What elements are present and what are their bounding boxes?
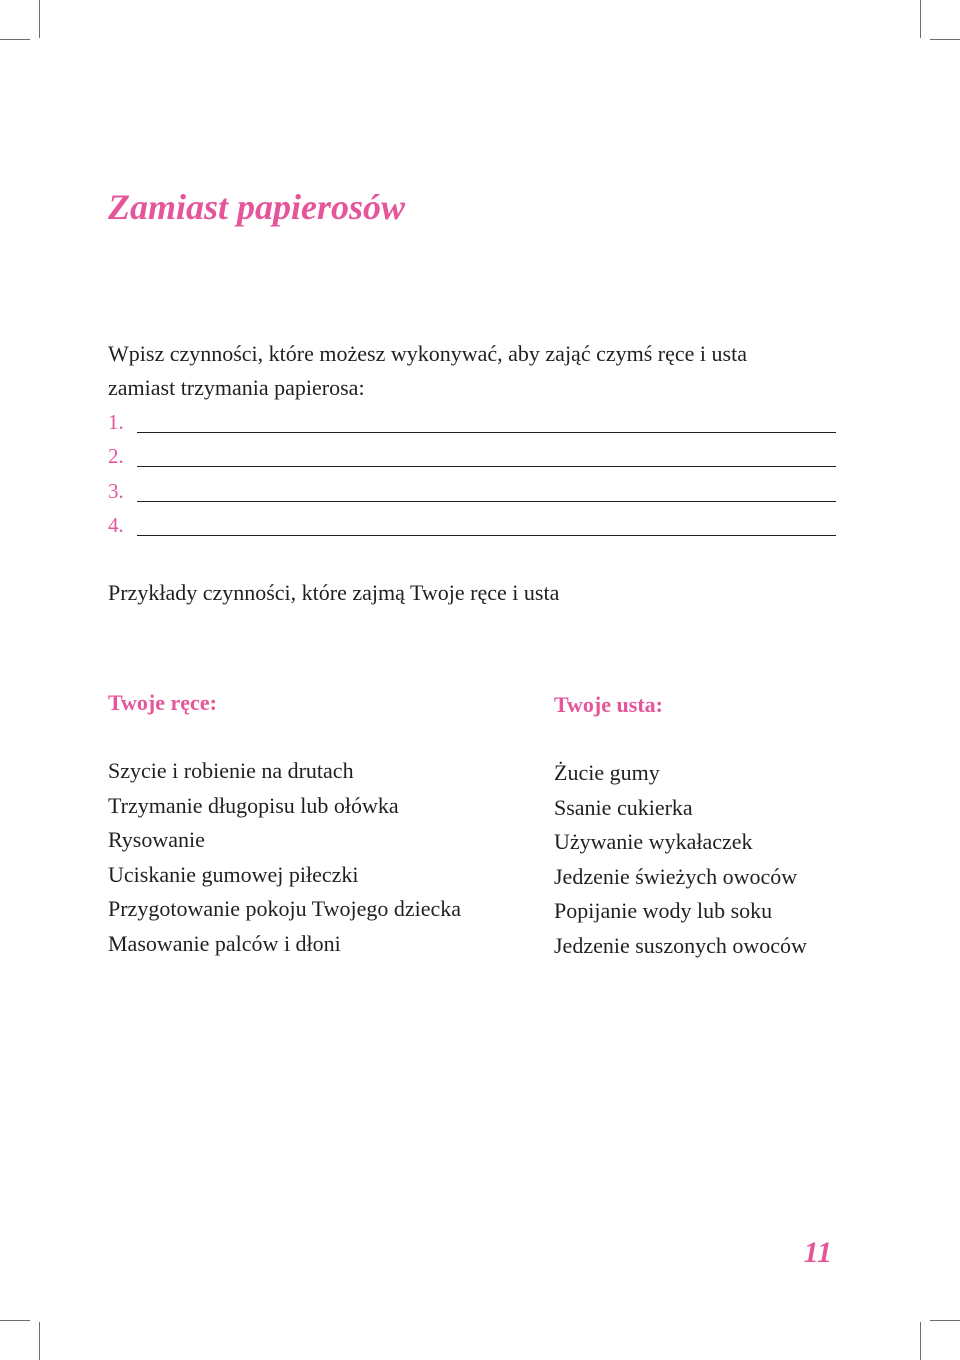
list-item: Żucie gumy	[554, 760, 660, 785]
mouth-list	[554, 756, 807, 963]
list-item: Rysowanie	[108, 827, 205, 852]
blank-answer-number: 3.	[108, 478, 124, 503]
crop-mark-top-left-horizontal	[0, 39, 30, 40]
instructions-line-2: zamiast trzymania papierosa:	[108, 375, 365, 400]
blank-answer-number: 2.	[108, 444, 124, 469]
crop-mark-top-right-horizontal	[930, 39, 960, 40]
list-item: Trzymanie długopisu lub ołówka	[108, 792, 399, 818]
blank-answer-item	[108, 405, 836, 440]
blank-answer-number: 1.	[108, 409, 124, 434]
mouth-column	[554, 688, 807, 963]
instructions-line-1: Wpisz czynności, które możesz wykonywać, aby zająć czymś ręce i usta	[108, 341, 747, 366]
blank-answer-line[interactable]	[137, 501, 836, 502]
list-item: Jedzenie suszonych owoców	[554, 932, 807, 958]
list-item: Uciskanie gumowej piłeczki	[108, 861, 359, 887]
crop-mark-top-left	[39, 0, 40, 38]
page-number: 11	[803, 1236, 832, 1269]
examples-heading: Przykłady czynności, które zajmą Twoje ręce i usta	[108, 580, 560, 605]
mouth-column-title: Twoje usta:	[554, 692, 663, 717]
crop-mark-bottom-right-horizontal	[930, 1320, 960, 1321]
list-item: Ssanie cukierka	[554, 794, 693, 820]
blank-answer-line[interactable]	[137, 432, 836, 433]
crop-mark-bottom-right	[920, 1322, 921, 1360]
crop-mark-top-right	[920, 0, 921, 38]
list-item: Używanie wykałaczek	[554, 829, 753, 854]
blank-answer-line[interactable]	[137, 535, 836, 536]
blank-answer-item	[108, 474, 836, 509]
hands-list	[108, 754, 461, 961]
hands-column-title: Twoje ręce:	[108, 690, 217, 715]
hands-column	[108, 686, 461, 961]
blank-answer-item	[108, 509, 836, 544]
page-title: Zamiast papierosów	[108, 187, 406, 227]
blank-answer-number: 4.	[108, 513, 124, 538]
blank-answer-line[interactable]	[137, 466, 836, 467]
crop-mark-bottom-left-horizontal	[0, 1320, 30, 1321]
list-item: Masowanie palców i dłoni	[108, 930, 341, 956]
list-item: Popijanie wody lub soku	[554, 898, 773, 923]
list-item: Przygotowanie pokoju Twojego dziecka	[108, 896, 462, 921]
list-item: Szycie i robienie na drutach	[108, 758, 354, 783]
crop-mark-bottom-left	[39, 1322, 40, 1360]
blank-answer-list	[108, 405, 836, 543]
list-item: Jedzenie świeżych owoców	[554, 863, 798, 889]
blank-answer-item	[108, 440, 836, 475]
instructions	[108, 337, 868, 405]
